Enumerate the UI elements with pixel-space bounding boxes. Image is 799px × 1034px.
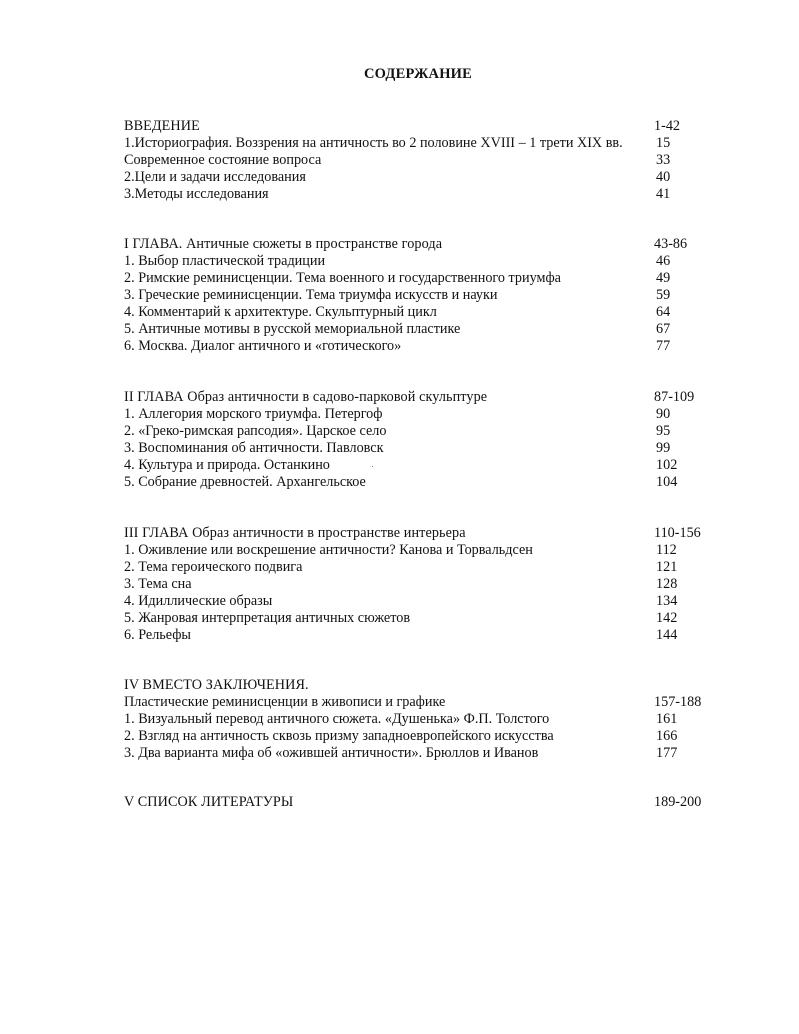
toc-entry-text: 6. Москва. Диалог античного и «готического» (124, 338, 402, 354)
toc-entry-text: 2. «Греко-римская рапсодия». Царское село (124, 423, 387, 439)
toc-entry-text: 3. Греческие реминисценции. Тема триумфа искусств и науки (124, 287, 498, 303)
toc-page-number: 102 (656, 457, 678, 473)
toc-entry-text: 4. Идиллические образы (124, 593, 273, 609)
toc-entry-text: 6. Рельефы (124, 627, 191, 643)
toc-entry-text: Современное состояние вопроса (124, 152, 322, 168)
scan-speck (372, 466, 373, 467)
toc-page-number: 104 (656, 474, 678, 490)
toc-entry (124, 406, 724, 423)
toc-entry-text: 1. Визуальный перевод античного сюжета. «Душенька» Ф.П. Толстого (124, 711, 550, 727)
toc-page-number: 67 (656, 321, 671, 337)
toc-entry-text: 3. Воспоминания об античности. Павловск (124, 440, 384, 456)
toc-entry-text: 3. Тема сна (124, 576, 192, 592)
toc-entry (124, 152, 724, 169)
toc-entry (124, 542, 724, 559)
toc-page-number: 189-200 (654, 794, 702, 810)
toc-heading-row (124, 794, 724, 811)
toc-page-number: 33 (656, 152, 671, 168)
section-introduction (124, 118, 724, 203)
toc-entry-text: 2. Римские реминисценции. Тема военного и государственного триумфа (124, 270, 561, 286)
toc-entry-text: 1.Историография. Воззрения на античность во 2 половине XVIII – 1 трети XIX вв. (124, 135, 623, 151)
toc-entry (124, 711, 724, 728)
toc-entry (124, 287, 724, 304)
toc-page-number: 110-156 (654, 525, 701, 541)
toc-entry (124, 304, 724, 321)
toc-heading-row (124, 525, 724, 542)
section-chapter-2 (124, 389, 724, 491)
toc-heading-text: ВВЕДЕНИЕ (124, 118, 200, 134)
toc-heading-row (124, 236, 724, 253)
toc-page-number: 112 (656, 542, 677, 558)
toc-page-number: 166 (656, 728, 678, 744)
toc-entry-text: Пластические реминисценции в живописи и графике (124, 694, 446, 710)
section-chapter-1 (124, 236, 724, 355)
toc-page-number: 177 (656, 745, 678, 761)
toc-entry-text: 4. Культура и природа. Останкино (124, 457, 330, 473)
toc-entry-text: 4. Комментарий к архитектуре. Скульптурный цикл (124, 304, 437, 320)
toc-page-number: 90 (656, 406, 671, 422)
toc-heading-text: II ГЛАВА Образ античности в садово-парковой скульптуре (124, 389, 488, 405)
toc-entry (124, 474, 724, 491)
toc-entry (124, 135, 724, 152)
toc-page-number: 95 (656, 423, 671, 439)
toc-entry (124, 745, 724, 762)
toc-entry-text: 1. Аллегория морского триумфа. Петергоф (124, 406, 383, 422)
toc-heading-row (124, 389, 724, 406)
toc-entry-text: 2. Взгляд на античность сквозь призму западноевропейского искусства (124, 728, 554, 744)
toc-entry-text: 3.Методы исследования (124, 186, 269, 202)
toc-entry (124, 186, 724, 203)
toc-page-number: 161 (656, 711, 678, 727)
toc-entry (124, 270, 724, 287)
toc-page-number: 121 (656, 559, 678, 575)
toc-entry (124, 610, 724, 627)
toc-page-number: 144 (656, 627, 678, 643)
toc-entry (124, 423, 724, 440)
toc-page-number: 87-109 (654, 389, 695, 405)
toc-entry-text: 5. Жанровая интерпретация античных сюжетов (124, 610, 411, 626)
toc-entry (124, 253, 724, 270)
toc-heading-row (124, 118, 724, 135)
toc-heading-row (124, 677, 724, 694)
toc-entry-text: 5. Собрание древностей. Архангельское (124, 474, 366, 490)
toc-entry (124, 694, 724, 711)
toc-page-number: 134 (656, 593, 678, 609)
toc-entry-text: 2. Тема героического подвига (124, 559, 303, 575)
toc-page-number: 49 (656, 270, 671, 286)
toc-entry (124, 321, 724, 338)
toc-page-number: 41 (656, 186, 671, 202)
toc-entry-text: 2.Цели и задачи исследования (124, 169, 306, 185)
toc-heading-text: V СПИСОК ЛИТЕРАТУРЫ (124, 794, 294, 810)
toc-entry-text: 1. Выбор пластической традиции (124, 253, 326, 269)
section-chapter-3 (124, 525, 724, 644)
toc-entry (124, 627, 724, 644)
toc-entry (124, 576, 724, 593)
toc-entry (124, 559, 724, 576)
toc-page-number: 64 (656, 304, 671, 320)
toc-page-number: 128 (656, 576, 678, 592)
toc-page-number: 43-86 (654, 236, 688, 252)
toc-page-number: 40 (656, 169, 671, 185)
toc-heading-text: I ГЛАВА. Античные сюжеты в пространстве города (124, 236, 443, 252)
toc-page-number: 15 (656, 135, 671, 151)
toc-page-number: 1-42 (654, 118, 681, 134)
toc-entry (124, 440, 724, 457)
toc-page-number: 142 (656, 610, 678, 626)
page-title: СОДЕРЖАНИЕ (363, 66, 473, 82)
toc-entry (124, 338, 724, 355)
toc-entry (124, 169, 724, 186)
toc-entry (124, 593, 724, 610)
toc-entry-text: 1. Оживление или воскрешение античности? Канова и Торвальдсен (124, 542, 533, 558)
toc-page-number: 99 (656, 440, 671, 456)
toc-entry (124, 457, 724, 474)
section-chapter-4 (124, 677, 724, 762)
toc-page-number: 46 (656, 253, 671, 269)
toc-heading-text: IV ВМЕСТО ЗАКЛЮЧЕНИЯ. (124, 677, 309, 693)
toc-heading-text: III ГЛАВА Образ античности в пространстве интерьера (124, 525, 466, 541)
toc-page-number: 77 (656, 338, 671, 354)
toc-page-number: 157-188 (654, 694, 702, 710)
toc-entry (124, 728, 724, 745)
toc-entry-text: 5. Античные мотивы в русской мемориальной пластике (124, 321, 461, 337)
section-references (124, 794, 724, 811)
toc-page-number: 59 (656, 287, 671, 303)
toc-entry-text: 3. Два варианта мифа об «ожившей античности». Брюллов и Иванов (124, 745, 539, 761)
